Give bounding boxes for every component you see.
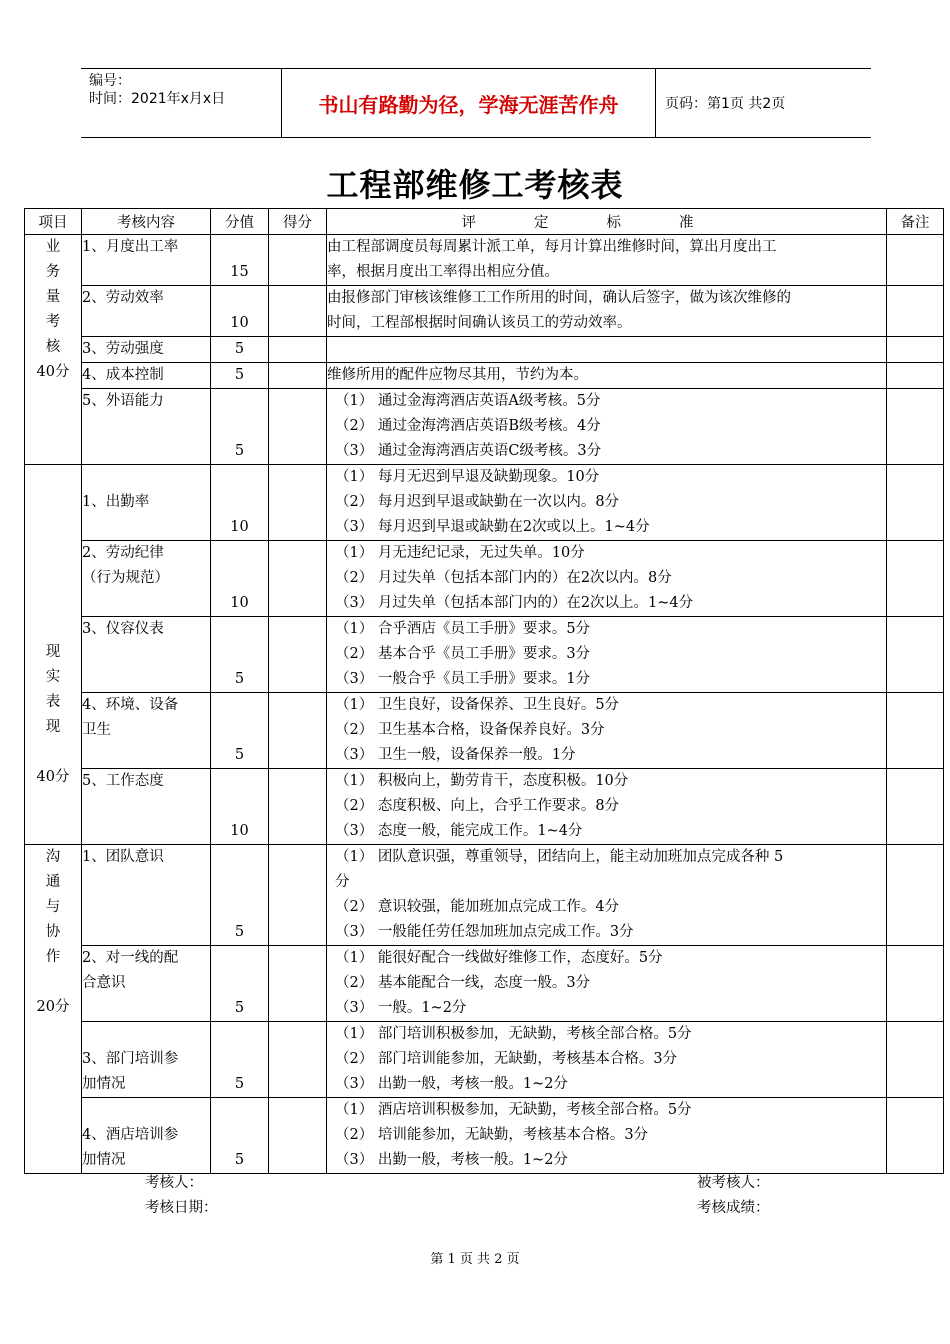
category-text: 核 [45,339,61,355]
category-text [25,615,81,640]
earned-score-cell [269,1098,327,1174]
score-spacer [211,414,268,439]
score-cell [211,693,269,769]
criteria-text: （2） 通过金海湾酒店英语B级考核。4分 [335,418,601,434]
score-spacer [211,718,268,743]
category-cell [25,235,82,465]
content-text [82,439,210,464]
earned-score-cell [269,389,327,465]
category-text [25,970,81,995]
category-text: 量 [45,289,61,305]
criteria-text: （3） 出勤一般，考核一般。1~2分 [335,1076,568,1092]
content-text: 5、工作态度 [82,773,164,789]
criteria-cell [327,769,887,845]
remark-cell [887,693,944,769]
criteria-text: 由工程部调度员每周累计派工单，每月计算出维修时间，算出月度出工 [327,239,777,255]
score-value: 10 [230,519,249,535]
remark-cell [887,286,944,337]
criteria-text: （2） 基本合乎《员工手册》要求。3分 [335,646,591,662]
score-spacer [211,693,268,718]
content-text: 2、对一线的配 [82,950,179,966]
column-header: 项目 [25,209,82,235]
criteria-text: （1） 积极向上，勤劳肯干，态度积极。10分 [335,773,629,789]
category-text: 现 [45,719,61,735]
content-text: 卫生 [82,722,111,738]
column-header: 评定标准 [327,209,887,235]
category-text: 现 [45,644,61,660]
content-text: 2、劳动纪律 [82,545,164,561]
score-value: 5 [234,924,245,940]
score-value: 5 [234,341,245,357]
content-text [82,311,210,336]
header-meta [81,69,281,137]
score-spacer [211,1047,268,1072]
score-cell [211,235,269,286]
content-cell [82,286,211,337]
criteria-text: （1） 团队意识强，尊重领导，团结向上，能主动加班加点完成各种 5 [335,849,784,865]
content-cell [82,693,211,769]
score-value: 5 [234,1000,245,1016]
score-spacer [211,870,268,895]
content-text [82,667,210,692]
number-label: 编号： [89,73,131,89]
remark-cell [887,541,944,617]
criteria-cell [327,465,887,541]
category-text: 40分 [36,364,70,380]
category-text [25,465,81,490]
content-text [82,819,210,844]
score-cell [211,1098,269,1174]
table-row [25,617,944,693]
column-header: 得分 [269,209,327,235]
score-value: 10 [230,315,249,331]
content-text: 5、外语能力 [82,393,164,409]
earned-score-cell [269,845,327,946]
score-value: 5 [234,367,245,383]
remark-cell [887,1022,944,1098]
category-text [25,515,81,540]
criteria-cell [327,541,887,617]
table-row [25,1098,944,1174]
content-text [82,920,210,945]
content-text: 4、成本控制 [82,367,164,383]
document-header [81,68,871,138]
content-text: （行为规范） [82,570,169,586]
criteria-text: （3） 通过金海湾酒店英语C级考核。3分 [335,443,602,459]
criteria-text: （3） 出勤一般，考核一般。1~2分 [335,1152,568,1168]
criteria-text: （3） 月过失单（包括本部门内的）在2次以上。1~4分 [335,595,694,611]
column-header: 考核内容 [82,209,211,235]
category-text [25,565,81,590]
content-cell [82,465,211,541]
score-spacer [211,1022,268,1047]
criteria-text: （3） 每月迟到早退或缺勤在2次或以上。1~4分 [335,519,650,535]
content-text [82,465,210,490]
score-spacer [211,1123,268,1148]
category-text [25,540,81,565]
criteria-text: （3） 态度一般，能完成工作。1~4分 [335,823,583,839]
remark-cell [887,363,944,389]
content-text: 1、团队意识 [82,849,164,865]
score-cell [211,617,269,693]
criteria-text: 由报修部门审核该维修工工作所用的时间，确认后签字，做为该次维修的 [327,290,791,306]
remark-cell [887,946,944,1022]
content-cell [82,235,211,286]
criteria-text: 分 [335,874,350,890]
earned-score-cell [269,235,327,286]
content-cell [82,363,211,389]
content-cell [82,946,211,1022]
content-text: 1、月度出工率 [82,239,179,255]
remark-cell [887,465,944,541]
criteria-cell [327,617,887,693]
earned-score-cell [269,693,327,769]
score-spacer [211,895,268,920]
content-text [82,414,210,439]
content-text: 2、劳动效率 [82,290,164,306]
criteria-cell [327,286,887,337]
criteria-text: （1） 合乎酒店《员工手册》要求。5分 [335,621,591,637]
earned-score-cell [269,946,327,1022]
score-spacer [211,389,268,414]
criteria-cell [327,337,887,363]
content-text: 加情况 [82,1152,126,1168]
score-cell [211,389,269,465]
criteria-cell [327,389,887,465]
table-row [25,946,944,1022]
criteria-text: （2） 卫生基本合格，设备保养良好。3分 [335,722,605,738]
criteria-text: （1） 部门培训积极参加，无缺勤，考核全部合格。5分 [335,1026,692,1042]
content-cell [82,769,211,845]
score-cell [211,769,269,845]
score-cell [211,363,269,389]
table-row [25,337,944,363]
assessment-date-label: 考核日期： [145,1200,218,1216]
content-cell [82,389,211,465]
content-text [82,591,210,616]
score-value: 5 [234,671,245,687]
category-text: 表 [45,694,61,710]
category-text [25,490,81,515]
score-spacer [211,946,268,971]
content-text [82,1022,210,1047]
category-text: 业 [45,239,61,255]
score-cell [211,845,269,946]
category-cell [25,465,82,845]
content-cell [82,845,211,946]
score-cell [211,1022,269,1098]
content-text [82,642,210,667]
content-text [82,1098,210,1123]
score-cell [211,337,269,363]
score-value: 10 [230,595,249,611]
date-line: 时间：2021年x月x日 [89,91,226,107]
table-row [25,1022,944,1098]
category-text: 务 [45,264,61,280]
category-text [25,590,81,615]
column-header: 备注 [887,209,944,235]
score-spacer [211,490,268,515]
criteria-text: （1） 月无违纪记录，无过失单。10分 [335,545,585,561]
criteria-cell [327,1022,887,1098]
content-text [82,895,210,920]
content-text: 4、环境、设备 [82,697,179,713]
score-spacer [211,566,268,591]
criteria-text: （1） 能很好配合一线做好维修工作，态度好。5分 [335,950,663,966]
content-cell [82,337,211,363]
content-text: 1、出勤率 [82,494,150,510]
criteria-text: 维修所用的配件应物尽其用，节约为本。 [327,367,588,383]
page-title: 工程部维修工考核表 [326,166,624,204]
category-text [25,740,81,765]
earned-score-cell [269,363,327,389]
table-row [25,845,944,946]
score-value: 15 [230,264,249,280]
table-row [25,465,944,541]
criteria-cell [327,363,887,389]
score-value: 5 [234,1152,245,1168]
category-text: 考 [45,314,61,330]
header-motto: 书山有路勤为径，学海无涯苦作舟 [281,69,656,137]
score-cell [211,946,269,1022]
criteria-text: 率，根据月度出工率得出相应分值。 [327,264,559,280]
table-header-row [25,209,944,235]
category-text: 作 [45,949,61,965]
criteria-text: （1） 酒店培训积极参加，无缺勤，考核全部合格。5分 [335,1102,692,1118]
score-spacer [211,465,268,490]
score-spacer [211,642,268,667]
category-text: 40分 [36,769,70,785]
score-spacer [211,794,268,819]
criteria-text: （3） 一般合乎《员工手册》要求。1分 [335,671,591,687]
criteria-text: （1） 卫生良好，设备保养、卫生良好。5分 [335,697,620,713]
score-spacer [211,1098,268,1123]
earned-score-cell [269,541,327,617]
earned-score-cell [269,337,327,363]
remark-cell [887,617,944,693]
score-spacer [211,769,268,794]
criteria-cell [327,1098,887,1174]
content-text [82,515,210,540]
table-row [25,541,944,617]
criteria-cell [327,946,887,1022]
score-cell [211,465,269,541]
content-text: 3、部门培训参 [82,1051,179,1067]
content-text [82,870,210,895]
criteria-cell [327,693,887,769]
content-cell [82,1022,211,1098]
content-cell [82,617,211,693]
criteria-text: （3） 卫生一般，设备保养一般。1分 [335,747,576,763]
remark-cell [887,1098,944,1174]
score-cell [211,286,269,337]
assessor-label: 考核人： [145,1175,203,1191]
assessment-result-label: 考核成绩： [697,1200,770,1216]
earned-score-cell [269,286,327,337]
remark-cell [887,337,944,363]
score-spacer [211,541,268,566]
criteria-text: （2） 基本能配合一线，态度一般。3分 [335,975,591,991]
category-cell [25,845,82,1174]
score-value: 10 [230,823,249,839]
category-text: 沟 [45,849,61,865]
score-spacer [211,617,268,642]
content-text [82,260,210,285]
score-spacer [211,971,268,996]
criteria-text: （2） 意识较强，能加班加点完成工作。4分 [335,899,620,915]
assessment-table [24,208,944,1174]
column-header: 分值 [211,209,269,235]
content-text: 3、仪容仪表 [82,621,164,637]
content-text [82,996,210,1021]
page-footer: 第 1 页 共 2 页 [430,1252,520,1267]
table-row [25,235,944,286]
table-row [25,363,944,389]
header-page-info: 页码：第1页 共2页 [665,96,786,112]
criteria-text: （1） 通过金海湾酒店英语A级考核。5分 [335,393,601,409]
category-text: 20分 [36,999,70,1015]
remark-cell [887,845,944,946]
criteria-text: （2） 每月迟到早退或缺勤在一次以内。8分 [335,494,620,510]
score-value: 5 [234,443,245,459]
remark-cell [887,235,944,286]
table-row [25,389,944,465]
table-row [25,769,944,845]
category-text: 协 [45,924,61,940]
criteria-text: 时间，工程部根据时间确认该员工的劳动效率。 [327,315,632,331]
content-text [82,794,210,819]
category-text: 实 [45,669,61,685]
content-cell [82,541,211,617]
score-spacer [211,845,268,870]
criteria-text: （3） 一般能任劳任怨加班加点完成工作。3分 [335,924,634,940]
criteria-text: （1） 每月无迟到早退及缺勤现象。10分 [335,469,600,485]
criteria-text: （3） 一般。1~2分 [335,1000,467,1016]
criteria-text: （2） 态度积极、向上，合乎工作要求。8分 [335,798,620,814]
criteria-text [327,337,886,362]
assessee-label: 被考核人： [697,1175,770,1191]
content-text: 加情况 [82,1076,126,1092]
criteria-text: （2） 月过失单（包括本部门内的）在2次以内。8分 [335,570,672,586]
content-text: 合意识 [82,975,126,991]
remark-cell [887,389,944,465]
content-cell [82,1098,211,1174]
earned-score-cell [269,769,327,845]
remark-cell [887,769,944,845]
score-spacer [211,286,268,311]
score-cell [211,541,269,617]
score-value: 5 [234,747,245,763]
table-row [25,693,944,769]
criteria-text: （2） 培训能参加，无缺勤，考核基本合格。3分 [335,1127,649,1143]
criteria-cell [327,235,887,286]
score-value: 5 [234,1076,245,1092]
content-text: 3、劳动强度 [82,341,164,357]
category-text: 通 [45,874,61,890]
score-spacer [211,235,268,260]
category-text: 与 [45,899,61,915]
criteria-cell [327,845,887,946]
earned-score-cell [269,617,327,693]
content-text: 4、酒店培训参 [82,1127,179,1143]
table-row [25,286,944,337]
earned-score-cell [269,1022,327,1098]
criteria-text: （2） 部门培训能参加，无缺勤，考核基本合格。3分 [335,1051,678,1067]
content-text [82,743,210,768]
earned-score-cell [269,465,327,541]
